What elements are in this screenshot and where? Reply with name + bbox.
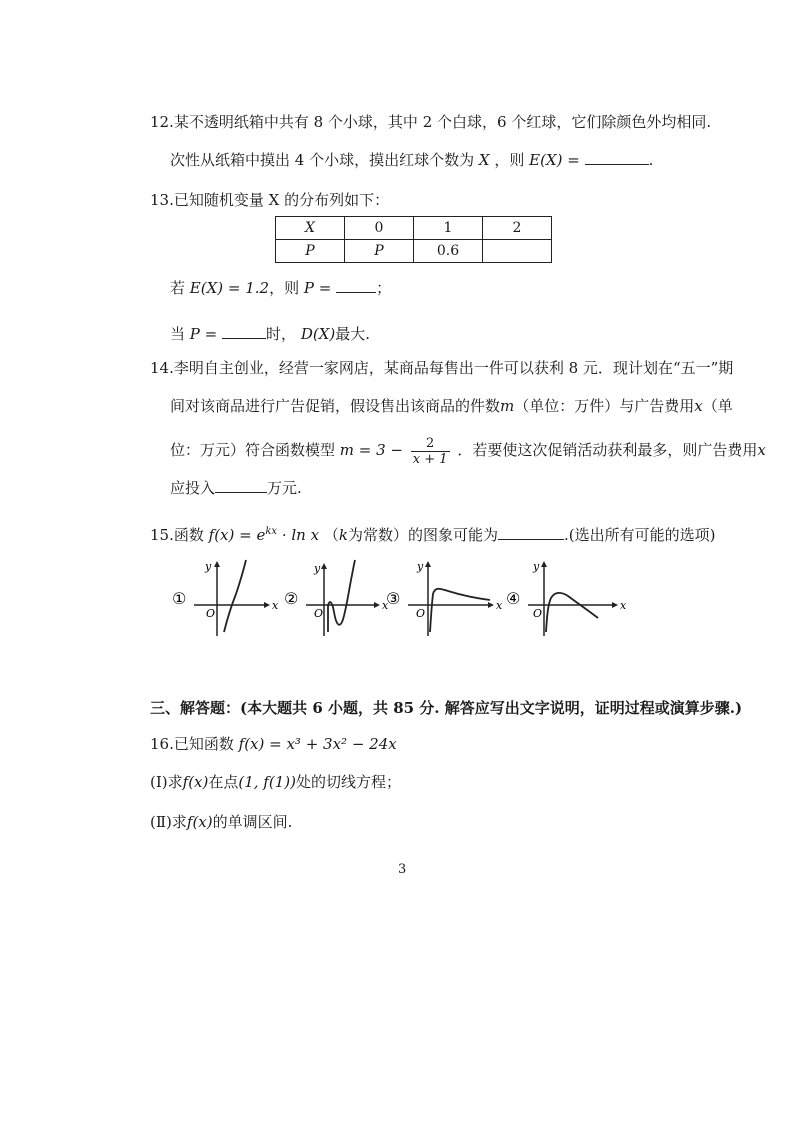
curve bbox=[430, 589, 490, 632]
graph-label-3: ③ bbox=[386, 589, 401, 608]
q13-stem: 13.已知随机变量 X 的分布列如下： bbox=[150, 191, 390, 209]
q13-p-eq-2: P = bbox=[189, 325, 218, 343]
distribution-table bbox=[275, 216, 552, 263]
q14-frac-den: x + 1 bbox=[412, 451, 448, 467]
axis-x-label: x bbox=[620, 599, 627, 612]
graph-option-4[interactable] bbox=[506, 556, 628, 640]
q16-p2-a: (Ⅱ)求 bbox=[150, 813, 187, 831]
q12-line2 bbox=[170, 150, 653, 170]
q13-answer-blank-2[interactable] bbox=[222, 324, 266, 339]
axis-y-label: y bbox=[314, 562, 321, 575]
q15-a: 15.函数 bbox=[150, 526, 204, 544]
q16-p1-pt: (1, f(1)) bbox=[238, 773, 296, 791]
q15-d: .(选出所有可能的选项) bbox=[563, 526, 716, 544]
y-axis-arrow-icon bbox=[214, 561, 220, 567]
origin-label: O bbox=[314, 607, 324, 620]
section-3-title: 三、解答题：(本大题共 6 小题，共 85 分. 解答应写出文字说明，证明过程或演算步骤.) bbox=[150, 699, 743, 717]
q16-p1-f: f(x) bbox=[182, 773, 209, 791]
table-cell bbox=[483, 240, 552, 263]
q14-answer-blank[interactable] bbox=[215, 478, 267, 493]
q14-line3-b: ．若要使这次促销活动获利最多，则广告费用 bbox=[457, 441, 758, 459]
x-axis-arrow-icon bbox=[374, 602, 380, 608]
y-axis-arrow-icon bbox=[321, 563, 327, 569]
axis-y-label: y bbox=[417, 560, 424, 573]
q15-func: f(x) = e bbox=[208, 526, 266, 544]
q14-line1: 14.李明自主创业，经营一家网店，某商品每售出一件可以获利 8 元．现计划在“五一”期 bbox=[150, 359, 734, 377]
table-row-prob bbox=[276, 240, 552, 263]
graph-option-1[interactable] bbox=[172, 556, 282, 640]
q15-answer-blank[interactable] bbox=[498, 525, 564, 540]
axis-y-label: y bbox=[205, 560, 212, 573]
y-axis-arrow-icon bbox=[425, 561, 431, 567]
q12-end: . bbox=[648, 151, 654, 169]
q15-k: k bbox=[338, 526, 348, 544]
q15-c: 为常数）的图象可能为 bbox=[347, 526, 498, 544]
q15-func2: · ln x bbox=[281, 526, 320, 544]
q13-p-eq: P = bbox=[303, 279, 332, 297]
q13-part2 bbox=[170, 324, 370, 344]
q12-text-a: 次性从纸箱中摸出 4 个小球，摸出红球个数为 bbox=[170, 151, 475, 169]
graph-option-2[interactable] bbox=[284, 556, 394, 640]
q15-stem bbox=[150, 522, 715, 545]
q16-part2 bbox=[150, 812, 292, 832]
q14-frac-num: 2 bbox=[411, 436, 450, 452]
q14-x-2: x bbox=[757, 441, 766, 459]
q16-p1-a: (Ⅰ)求 bbox=[150, 773, 183, 791]
q13-q2-expr: D(X) bbox=[300, 325, 336, 343]
q14-line4 bbox=[170, 478, 302, 498]
q16-func: f(x) = x³ + 3x² − 24x bbox=[238, 735, 397, 753]
origin-label: O bbox=[416, 607, 426, 620]
table-row-header bbox=[276, 217, 552, 240]
q14-line4-b: 万元. bbox=[267, 479, 302, 497]
origin-label: O bbox=[206, 607, 216, 620]
q14-fraction bbox=[411, 436, 450, 467]
origin-label: O bbox=[533, 607, 543, 620]
axis-x-label: x bbox=[496, 599, 503, 612]
table-cell: X bbox=[276, 217, 345, 240]
q12-answer-blank[interactable] bbox=[585, 150, 649, 165]
q16-p2-f: f(x) bbox=[186, 813, 213, 831]
graph-label-4: ④ bbox=[506, 589, 521, 608]
q13-cond-a: 若 bbox=[170, 279, 186, 297]
q14-line2-c: （单 bbox=[702, 397, 733, 415]
q15-b: （ bbox=[323, 526, 339, 544]
curve bbox=[546, 593, 598, 632]
graph-label-1: ① bbox=[172, 589, 187, 608]
page-number: 3 bbox=[398, 862, 407, 877]
q12-line1: 12.某不透明纸箱中共有 8 个小球，其中 2 个白球，6 个红球，它们除颜色外均相同. bbox=[150, 113, 712, 131]
y-axis-arrow-icon bbox=[541, 561, 547, 567]
q13-cond-expr: E(X) = 1.2 bbox=[189, 279, 270, 297]
x-axis-arrow-icon bbox=[264, 602, 270, 608]
q14-line2-a: 间对该商品进行广告促销，假设售出该商品的件数 bbox=[170, 397, 501, 415]
axis-y-label: y bbox=[533, 560, 540, 573]
q12-text-b: ，则 bbox=[494, 151, 525, 169]
q14-line3-a: 位：万元）符合函数模型 bbox=[170, 441, 336, 459]
table-cell: 1 bbox=[414, 217, 483, 240]
q13-semi: ； bbox=[376, 279, 392, 297]
q13-q2-a: 当 bbox=[170, 325, 186, 343]
table-cell: P bbox=[345, 240, 414, 263]
q16-stem bbox=[150, 734, 397, 754]
q16-p1-c: 处的切线方程； bbox=[295, 773, 401, 791]
table-cell: P bbox=[276, 240, 345, 263]
curve bbox=[328, 560, 355, 632]
x-axis-arrow-icon bbox=[612, 602, 618, 608]
q16-stem-a: 16.已知函数 bbox=[150, 735, 234, 753]
axis-x-label: x bbox=[272, 599, 279, 612]
q14-m: m bbox=[500, 397, 515, 415]
q13-q2-c: 最大. bbox=[335, 325, 371, 343]
curve bbox=[224, 560, 246, 632]
q14-line2-b: （单位：万件）与广告费用 bbox=[514, 397, 695, 415]
axis-x-label: x bbox=[382, 599, 389, 612]
q14-model-lhs: m = 3 − bbox=[339, 441, 404, 459]
q13-cond-b: ，则 bbox=[269, 279, 300, 297]
graph-option-3[interactable] bbox=[386, 556, 504, 640]
table-cell: 0 bbox=[345, 217, 414, 240]
q14-line2 bbox=[170, 396, 733, 416]
q12-var: X bbox=[478, 151, 490, 169]
q13-q2-b: 时， bbox=[266, 325, 297, 343]
table-cell: 0.6 bbox=[414, 240, 483, 263]
q16-p1-b: 在点 bbox=[208, 773, 239, 791]
table-cell: 2 bbox=[483, 217, 552, 240]
q16-part1 bbox=[150, 772, 401, 792]
x-axis-arrow-icon bbox=[488, 602, 494, 608]
q16-p2-b: 的单调区间. bbox=[212, 813, 293, 831]
q13-answer-blank-1[interactable] bbox=[336, 278, 376, 293]
q12-expect: E(X) = bbox=[529, 151, 580, 169]
q13-condition bbox=[170, 278, 391, 298]
q14-line3 bbox=[170, 432, 766, 468]
q15-sup: kx bbox=[265, 526, 278, 537]
q14-line4-a: 应投入 bbox=[170, 479, 216, 497]
q14-x: x bbox=[694, 397, 703, 415]
graph-label-2: ② bbox=[284, 589, 299, 608]
